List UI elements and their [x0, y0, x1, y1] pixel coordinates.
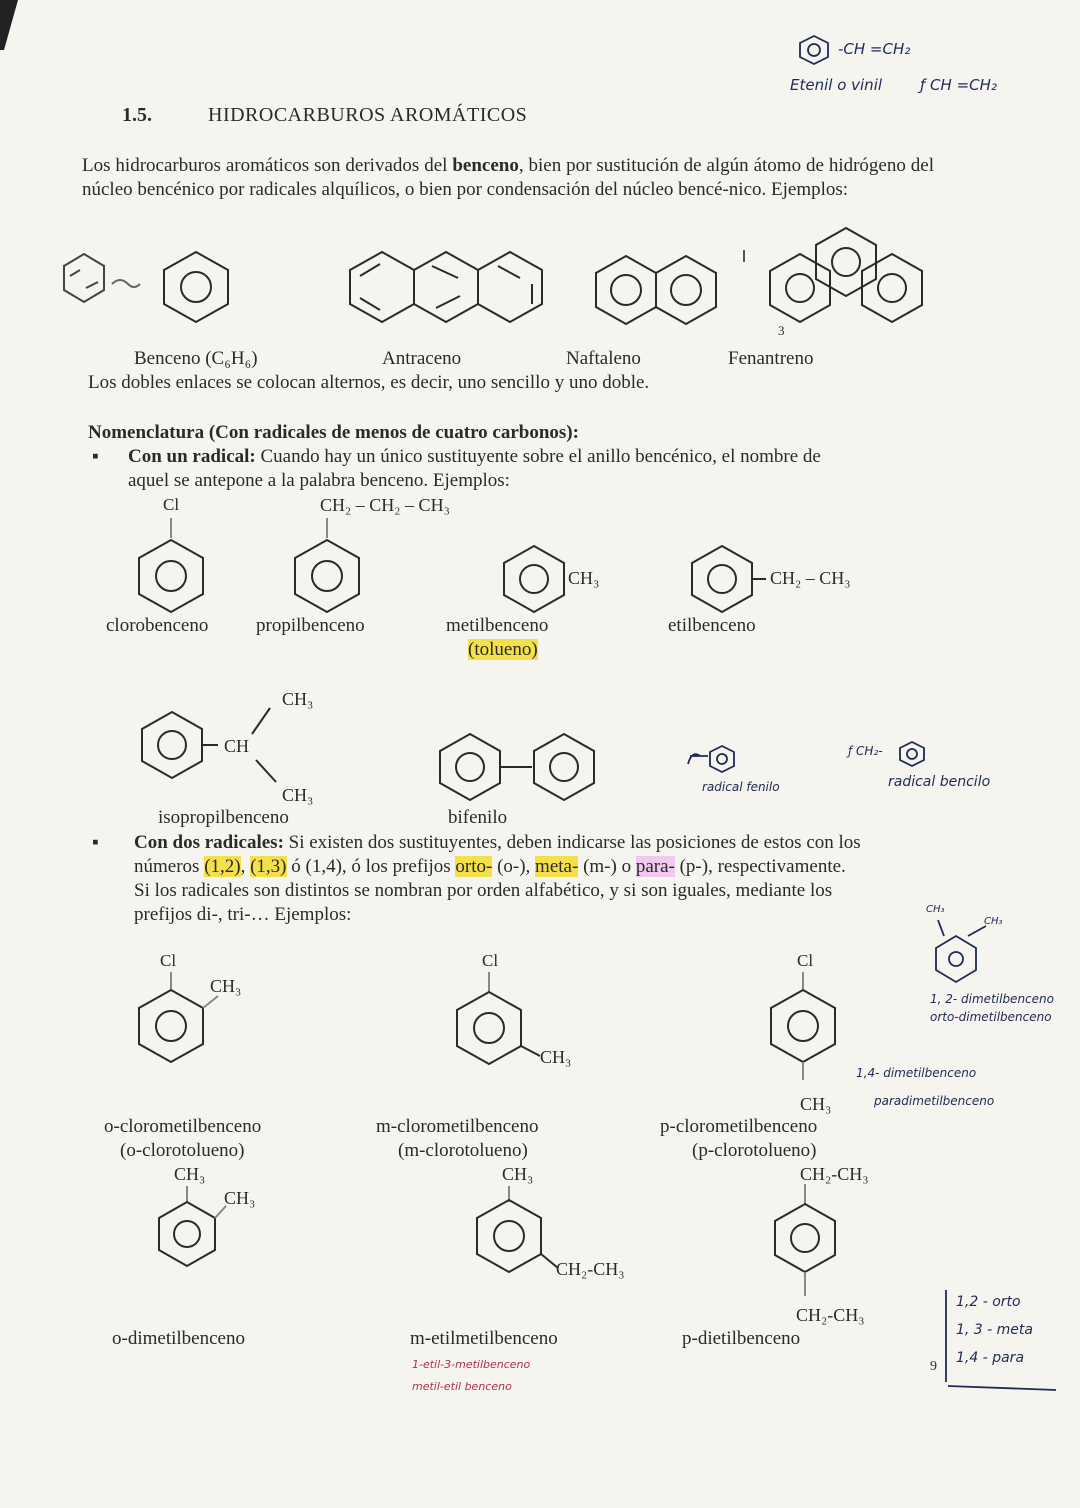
ch3-label-xyl-1: CH₃: [174, 1164, 206, 1184]
para-name-note-1: 1,4- dimetilbenceno: [856, 1066, 977, 1080]
m-etilmetil-label: m-etilmetilbenceno: [410, 1328, 558, 1349]
m-note-2: metil-etil benceno: [412, 1380, 512, 1393]
clorobenceno-label: clorobenceno: [106, 615, 209, 636]
section-number: 1.5.: [122, 104, 152, 126]
propyl-chain: CH₂ – CH₂ – CH₃: [320, 495, 450, 515]
orto-abbr: (o-),: [492, 856, 536, 877]
two-radicals-line4: prefijos di-, tri-… Ejemplos:: [134, 904, 352, 925]
benceno-label: Benceno (C₆H₆): [134, 348, 258, 369]
nomenclature-heading: Nomenclatura (Con radicales de menos de cuatro carbonos):: [88, 422, 579, 443]
etilbenceno-label: etilbenceno: [668, 615, 756, 636]
propilbenceno-label: propilbenceno: [256, 615, 365, 636]
naftaleno-label: Naftaleno: [566, 348, 641, 369]
orto-prefix: orto-: [455, 856, 493, 877]
two-radicals-bold: Con dos radicales:: [134, 832, 284, 853]
pos-14: (1,4): [305, 856, 342, 877]
toluene-ch3: CH₃: [568, 568, 600, 588]
ch3-label-o: CH₃: [210, 976, 242, 996]
box-note-1: 1,2 - orto: [956, 1294, 1021, 1310]
one-radical-line1: [128, 446, 821, 468]
p-chlorotoluene-structure: [771, 972, 835, 1080]
one-radical-text1: Cuando hay un único sustituyente sobre el anillo bencénico, el nombre de: [255, 446, 821, 467]
intro-bold: benceno: [452, 155, 519, 176]
m-note-1: 1-etil-3-metilbenceno: [412, 1358, 531, 1371]
styrene-sketch: [800, 36, 828, 64]
ortho-ch3-note-1: CH₃: [926, 904, 945, 915]
ch3-label-xyl-2: CH₃: [224, 1188, 256, 1208]
p-dietil-label: p-dietilbenceno: [682, 1328, 801, 1349]
box-note-3: 1,4 - para: [956, 1350, 1025, 1366]
pos-13: (1,3): [250, 856, 287, 877]
m-chlorotoluene-structure: [457, 972, 540, 1064]
ethylbenzene-structure: [692, 546, 766, 612]
tolueno-label: [468, 639, 538, 661]
numbers-text: números: [134, 856, 205, 877]
cl-label-1: Cl: [163, 495, 180, 514]
vinyl-radical-note: ƒ CH =CH₂: [920, 76, 997, 94]
page-edge-shadow: [0, 0, 18, 50]
o-chlorotoluene-structure: [139, 972, 218, 1062]
p-clorotolueno-label: (p-clorotolueno): [692, 1140, 817, 1161]
isopropyl-ch3-bottom: CH₃: [282, 785, 314, 805]
p-diethylbenzene-structure: [775, 1184, 835, 1296]
bifenilo-label: bifenilo: [448, 807, 508, 828]
m-ethyltoluene-structure: [477, 1186, 558, 1272]
cl-label-o: Cl: [160, 951, 177, 970]
ortho-name-note-2: orto-dimetilbenceno: [930, 1010, 1052, 1024]
m-clorotolueno-label: (m-clorotolueno): [398, 1140, 528, 1161]
o-xylene-structure: [159, 1186, 226, 1266]
or-text: ó: [286, 856, 306, 877]
intro-text-1: Los hidrocarburos aromáticos son derivados del: [82, 155, 453, 176]
box-note-2: 1, 3 - meta: [956, 1322, 1033, 1338]
phenanthrene-structure: [770, 228, 922, 322]
intro-text-2: , bien por sustitución de algún átomo de hidrógeno del núcleo bencénico por radicales alquílicos, o bien por condensación del núcleo bencé-nico. Ejemplos:: [82, 155, 934, 200]
styrene-name-note: Etenil o vinil: [790, 76, 883, 94]
bullet-1: ▪: [92, 446, 99, 467]
bencilo-note: radical bencilo: [888, 774, 991, 790]
benzyl-radical-sketch: [900, 742, 924, 766]
tolueno-highlight: (tolueno): [468, 639, 538, 660]
one-radical-bold: Con un radical:: [128, 446, 256, 467]
fenilo-note: radical fenilo: [702, 780, 780, 794]
bencilo-formula-note: ƒ CH₂-: [848, 744, 883, 758]
antraceno-label: Antraceno: [382, 348, 462, 369]
para-name-note-2: paradimetilbenceno: [874, 1094, 995, 1108]
intro-paragraph: [82, 154, 934, 202]
bullet-2: ▪: [92, 832, 99, 853]
cl-label-p: Cl: [797, 951, 814, 970]
m-clorometil-label: m-clorometilbenceno: [376, 1116, 539, 1137]
alternation-note: Los dobles enlaces se colocan alternos, es decir, uno sencillo y uno doble.: [88, 372, 650, 393]
propylbenzene-structure: [295, 518, 359, 612]
para-abbr: (p-), respectivamente.: [674, 856, 846, 877]
o-clorometil-label: o-clorometilbenceno: [104, 1116, 262, 1137]
fenantreno-label: Fenantreno: [728, 348, 814, 369]
section-title: HIDROCARBUROS AROMÁTICOS: [208, 104, 528, 126]
o-clorotolueno-label: (o-clorotolueno): [120, 1140, 245, 1161]
isopropyl-ch: CH: [224, 736, 250, 756]
biphenyl-structure: [440, 734, 594, 800]
ch3-label-m: CH₃: [540, 1047, 572, 1067]
benzene-kekule-sketch: [64, 254, 104, 302]
phenyl-radical-sketch: [688, 746, 734, 772]
prefix-text: , ó los prefijos: [341, 856, 456, 877]
one-radical-line2: aquel se antepone a la palabra benceno. Ejemplos:: [128, 470, 510, 491]
two-radicals-line1: [134, 832, 861, 854]
p-clorometil-label: p-clorometilbenceno: [660, 1116, 818, 1137]
toluene-structure: [504, 546, 564, 612]
para-prefix: para-: [635, 856, 675, 877]
o-dimetil-label: o-dimetilbenceno: [112, 1328, 245, 1349]
two-radicals-text1: Si existen dos sustituyentes, deben indicarse las posiciones de estos con los: [283, 832, 861, 853]
cl-label-m: Cl: [482, 951, 499, 970]
benzene-ring: [164, 252, 228, 322]
page-number: 9: [930, 1359, 937, 1374]
ethyl-label-p-top: CH₂-CH₃: [800, 1164, 869, 1184]
meta-abbr: (m-) o: [578, 856, 636, 877]
anthracene-structure: [350, 252, 542, 322]
isopropilbenceno-label: isopropilbenceno: [158, 807, 289, 828]
ethyl-label-p-bottom: CH₂-CH₃: [796, 1305, 865, 1325]
styrene-formula-note: -CH =CH₂: [838, 40, 911, 58]
ortho-name-note-1: 1, 2- dimetilbenceno: [930, 992, 1054, 1006]
pos-12: (1,2): [204, 856, 241, 877]
isopropylbenzene-structure: [142, 708, 276, 782]
ethyl-chain: CH₂ – CH₃: [770, 568, 851, 588]
isopropyl-ch3-top: CH₃: [282, 689, 314, 709]
ortho-xylene-sketch: [936, 920, 986, 982]
two-radicals-line2: números (1,2), (1,3) ó (1,4), ó los prefijos orto- (o-), meta- (m-) o para- (p-), respectivamente.: [134, 856, 846, 877]
naphthalene-structure: [596, 256, 716, 324]
meta-prefix: meta-: [535, 856, 579, 877]
ethyl-label-met: CH₂-CH₃: [556, 1259, 625, 1279]
fenantreno-number: 3: [778, 323, 785, 338]
ortho-ch3-note-2: CH₃: [984, 916, 1003, 927]
metilbenceno-label: metilbenceno: [446, 615, 549, 636]
ch3-label-p: CH₃: [800, 1094, 832, 1114]
two-radicals-line3: Si los radicales son distintos se nombran por orden alfabético, y si son iguales, mediante los: [134, 880, 833, 901]
chlorobenzene-structure: [139, 518, 203, 612]
ch3-label-met: CH₃: [502, 1164, 534, 1184]
